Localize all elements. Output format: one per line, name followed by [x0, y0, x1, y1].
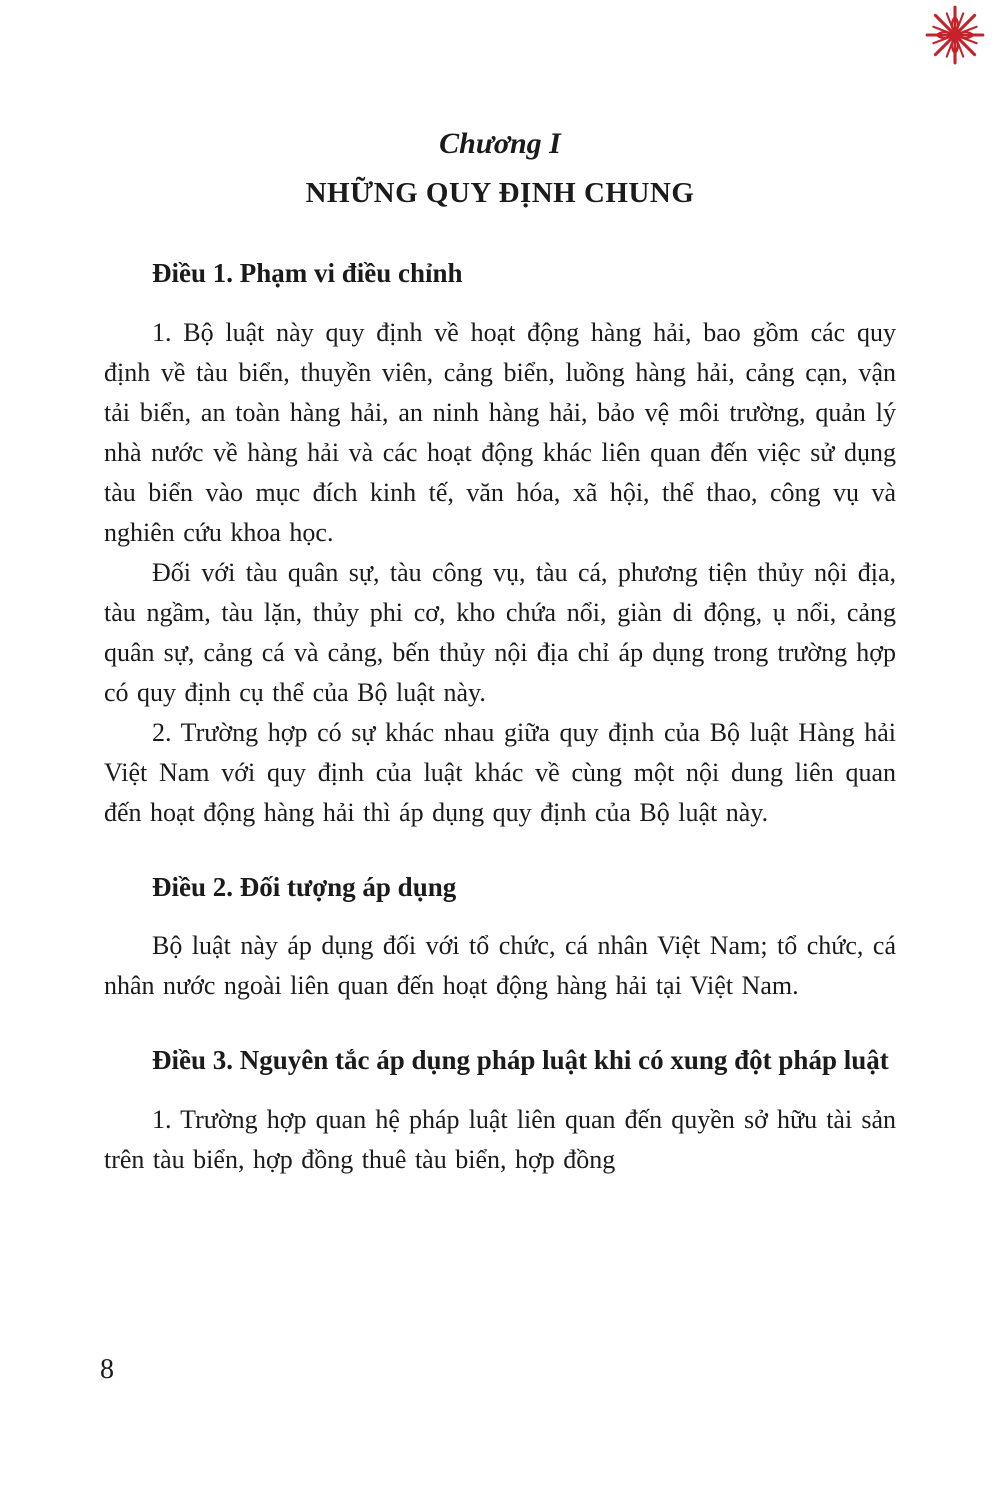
- article-3-heading: Điều 3. Nguyên tắc áp dụng pháp luật khi có xung đột pháp luật: [152, 1045, 889, 1076]
- article-2-paragraph-1: Bộ luật này áp dụng đối với tổ chức, cá nhân Việt Nam; tổ chức, cá nhân nước ngoài liên quan đến hoạt động hàng hải tại Việt Nam.: [104, 931, 896, 1001]
- publisher-emblem-icon: [922, 2, 988, 68]
- article-2-heading: Điều 2. Đối tượng áp dụng: [152, 871, 457, 902]
- page-number: 8: [100, 1354, 114, 1385]
- article-1-paragraph-2: Đối với tàu quân sự, tàu công vụ, tàu cá, phương tiện thủy nội địa, tàu ngầm, tàu lặn, thủy phi cơ, kho chứa nổi, giàn di động, ụ nổi, cảng quân sự, cảng cá và cảng, bến thủy nội địa chỉ áp dụng trong trường hợp có quy định cụ thể của Bộ luật này.: [104, 557, 896, 707]
- chapter-label: Chương I: [439, 127, 561, 160]
- article-1-paragraph-1: 1. Bộ luật này quy định về hoạt động hàng hải, bao gồm các quy định về tàu biển, thuyền viên, cảng biển, luồng hàng hải, cảng cạn, vận tải biển, an toàn hàng hải, an ninh hàng hải, bảo vệ môi trường, quản lý nhà nước về hàng hải và các hoạt động khác liên quan đến việc sử dụng tàu biển vào mục đích kinh tế, văn hóa, xã hội, thể thao, công vụ và nghiên cứu khoa học.: [104, 317, 896, 547]
- article-1-heading: Điều 1. Phạm vi điều chỉnh: [152, 257, 463, 288]
- chapter-title: NHỮNG QUY ĐỊNH CHUNG: [305, 177, 695, 209]
- article-3-paragraph-1: 1. Trường hợp quan hệ pháp luật liên quan đến quyền sở hữu tài sản trên tàu biển, hợp đồng thuê tàu biển, hợp đồng: [104, 1105, 896, 1175]
- article-1-paragraph-3: 2. Trường hợp có sự khác nhau giữa quy định của Bộ luật Hàng hải Việt Nam với quy định của luật khác về cùng một nội dung liên quan đến hoạt động hàng hải thì áp dụng quy định của Bộ luật này.: [104, 717, 896, 827]
